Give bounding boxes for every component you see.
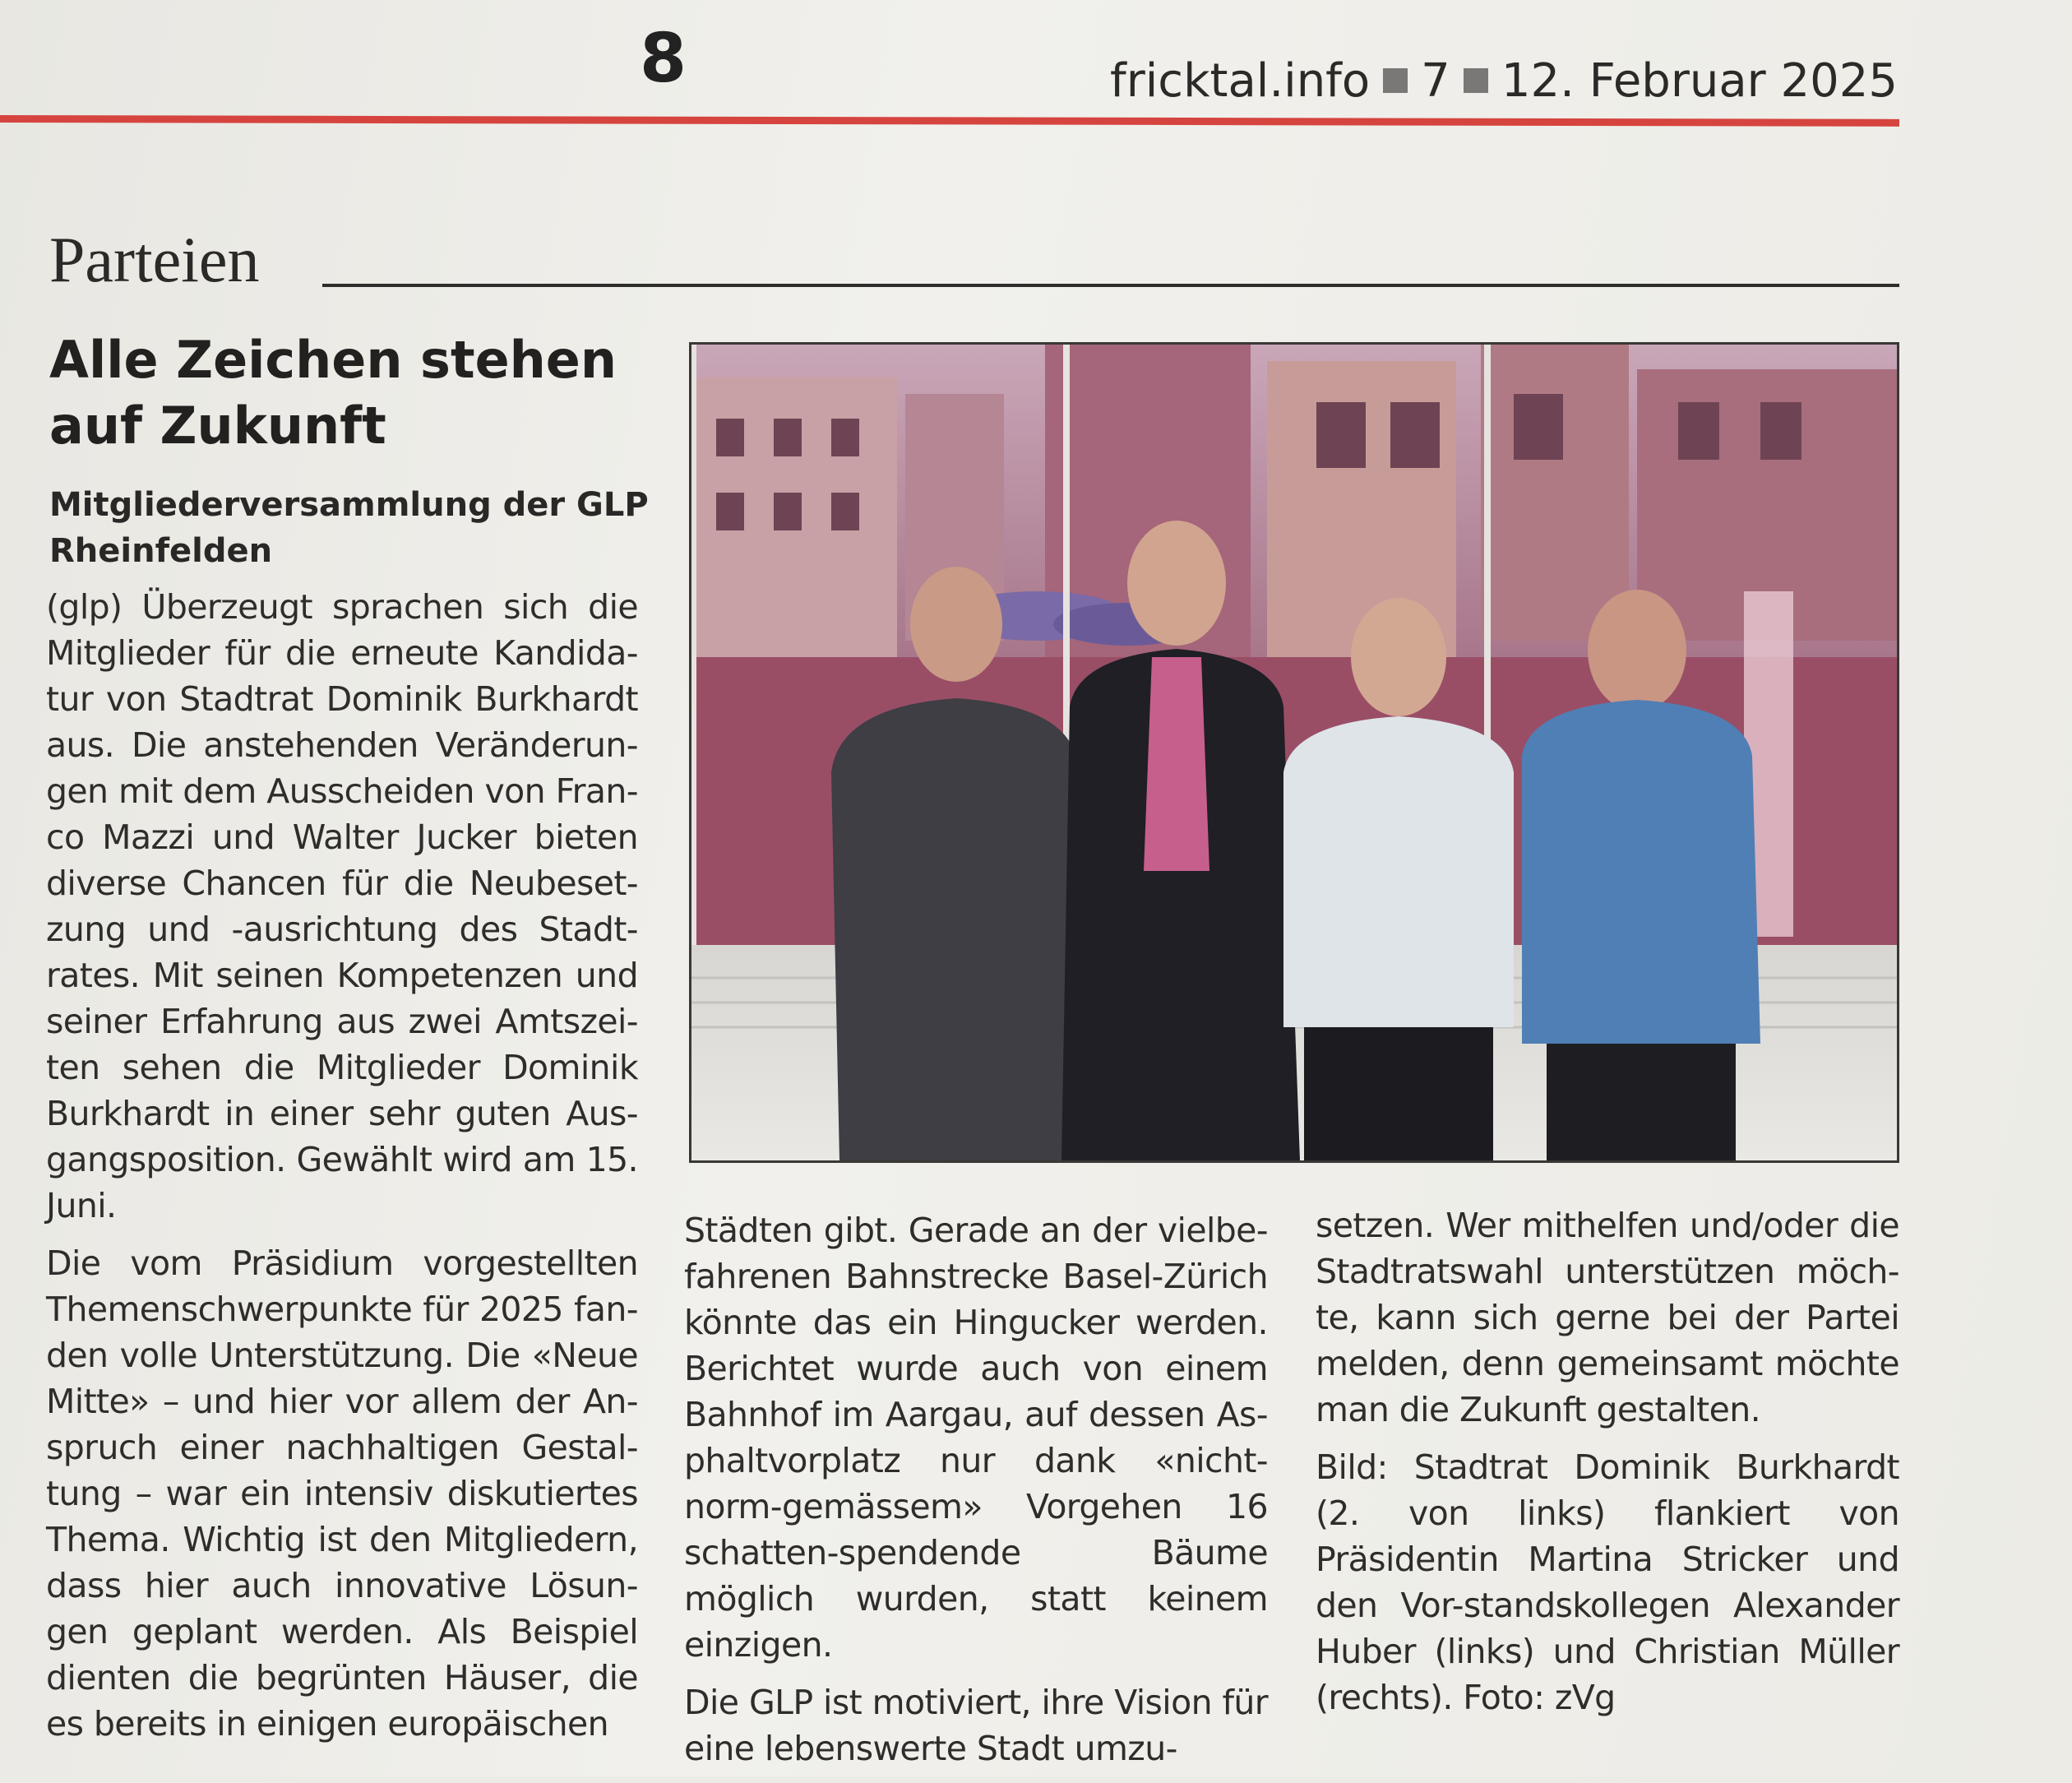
square-separator-icon: [1464, 68, 1488, 93]
masthead: [1110, 51, 1898, 110]
article-column-2: [684, 1207, 1268, 1783]
section-rule: [322, 284, 1899, 287]
publication-name: fricktal.info: [1109, 53, 1371, 108]
square-separator-icon: [1383, 68, 1408, 93]
paragraph: Die GLP ist motiviert, ihre Vision für eine lebenswerte Stadt umzu-: [684, 1683, 1268, 1768]
issue-date: 12. Februar 2025: [1501, 53, 1898, 108]
article-column-3: [1316, 1202, 1899, 1732]
paragraph: Die vom Präsidium vorgestellten Themenschwerpunkte für 2025 fan-den volle Unterstützung. Die «Neue Mitte» – und hier vor allem der An-spruch einer nachhaltigen Gestal-tung – war ein intensiv diskutiertes Thema. Wichtig ist den Mitgliedern, dass hier auch innovative Lösun-gen geplant werden. Als Beispiel dienten die begrünten Häuser, die es bereits in einigen europäischen: [46, 1243, 638, 1744]
article-column-1: [46, 584, 638, 1758]
paragraph: Städten gibt. Gerade an der vielbe-fahrenen Bahnstrecke Basel-Zürich könnte das ein Hingucker werden. Berichtet wurde auch von einem Bahnhof im Aargau, auf dessen As-phaltvorplatz nur dank «nicht-norm-gemässem» Vorgehen 16 schatten-spendende Bäume möglich wurden, statt keinem einzigen.: [684, 1211, 1268, 1665]
paragraph: (glp) Überzeugt sprachen sich die Mitglieder für die erneute Kandida-tur von Stadtrat Dominik Burkhardt aus. Die anstehenden Veränderun-gen mit dem Ausscheiden von Fran-co Mazzi und Walter Jucker bieten diverse Chancen für die Neubeset-zung und -ausrichtung des Stadt-rates. Mit seinen Kompetenzen und seiner Erfahrung aus zwei Amtszei-ten sehen die Mitglieder Dominik Burkhardt in einer sehr guten Aus-gangsposition. Gewählt wird am 15. Juni.: [46, 587, 638, 1225]
section-title: Parteien: [49, 224, 260, 295]
article-subheadline: Mitgliederversammlung der GLP Rheinfelden: [49, 486, 649, 570]
paragraph: setzen. Wer mithelfen und/oder die Stadtratswahl unterstützen möch-te, kann sich gerne bei der Partei melden, denn gemeinsamt möchte man die Zukunft gestalten.: [1316, 1206, 1899, 1429]
page-number: 8: [640, 20, 687, 98]
article-headline: Alle Zeichen stehen auf Zukunft: [49, 330, 617, 456]
issue-number: 7: [1421, 53, 1450, 108]
article-photo: [689, 342, 1899, 1163]
photo-caption: Bild: Stadtrat Dominik Burkhardt (2. von links) flankiert von Präsidentin Martina Stricker und den Vor-standskollegen Alexander Huber (links) und Christian Müller (rechts). Foto: zVg: [1316, 1447, 1899, 1717]
